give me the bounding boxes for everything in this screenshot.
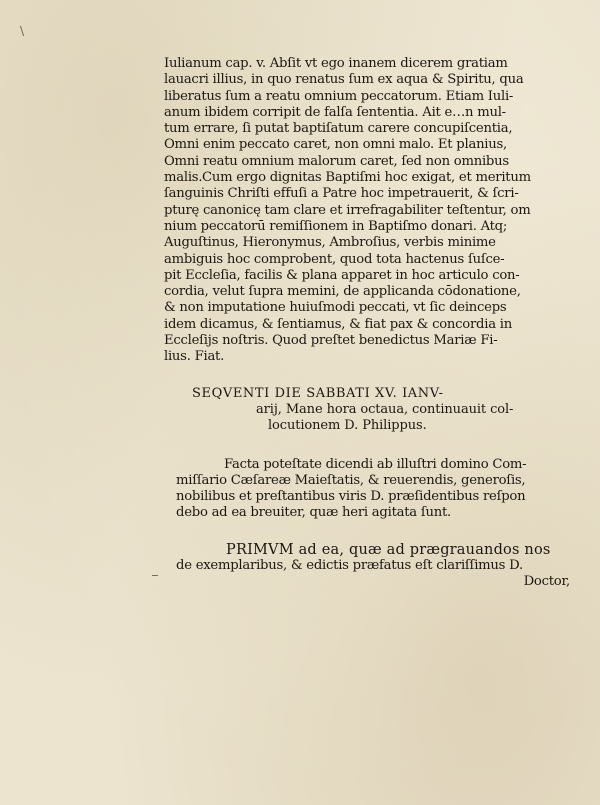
text-line: liberatus ſum a reatu omnium peccatorum. Etiam Iuli- — [164, 88, 514, 104]
paragraph-3 — [164, 457, 574, 522]
paragraph-4 — [164, 542, 574, 591]
text-line: Iulianum cap. v. Abſit vt ego inanem dicerem gratiam — [164, 56, 508, 71]
text-line: cordia, velut ſupra memini, de applicanda cōdonatione, — [164, 284, 521, 300]
heading-line: locutionem D. Philippus. — [268, 418, 427, 434]
text-line: Omni reatu omnium malorum caret, ſed non omnibus — [164, 153, 509, 169]
text-line: Omni enim peccato caret, non omni malo. Et planius, — [164, 137, 507, 153]
text-line: nium peccatorū remiſſionem in Baptiſmo donari. Atq; — [164, 218, 508, 234]
text-line: lauacri illius, in quo renatus ſum ex aqua & Spiritu, qua — [164, 72, 524, 88]
heading-line: arij, Mane hora octaua, continuauit col- — [256, 401, 514, 417]
text-line: lius. Fiat. — [164, 349, 225, 365]
text-line: & non imputatione huiuſmodi peccati, vt ſic deinceps — [164, 300, 507, 316]
text-line: nobilibus et preſtantibus viris D. præſidentibus reſpon — [176, 489, 526, 505]
text-line: PRIMVM ad ea, quæ ad prægrauandos nos — [226, 541, 551, 558]
paragraph-1 — [164, 56, 574, 186]
text-line: tum errare, ſi putat baptiſatum carere concupiſcentia, — [164, 121, 513, 137]
text-line: malis. — [164, 170, 203, 186]
section-heading — [164, 386, 574, 435]
text-line: debo ad ea breuiter, quæ heri agitata ſunt. — [176, 505, 451, 521]
heading-line: SEQVENTI DIE SABBATI XV. IANV- — [192, 385, 444, 401]
text-line: anum ibidem corripit de falſa ſententia. Ait e…n mul- — [164, 104, 506, 120]
catchword: Doctor, — [523, 574, 570, 590]
text-line: ſanguinis Chriſti effuſi a Patre hoc impetrauerit, & ſcri- — [164, 186, 519, 202]
text-line: Auguſtinus, Hieronymus, Ambroſius, verbis minime — [164, 235, 496, 251]
text-line: Facta poteſtate dicendi ab illuſtri domino Com- — [224, 456, 527, 472]
text-line: pturę canonicę tam clare et irrefragabiliter teſtentur, om — [164, 202, 531, 218]
margin-mark — [152, 575, 158, 576]
text-line: miſſario Cæſareæ Maieſtatis, & reuerendis, generoſis, — [176, 472, 526, 488]
page-text — [164, 56, 574, 591]
text-line: ambiguis hoc comprobent, quod tota hactenus ſuſce- — [164, 251, 505, 267]
paragraph-2 — [164, 170, 574, 366]
text-line: idem dicamus, & ſentiamus, & fiat pax & concordia in — [164, 316, 512, 332]
text-line: pit Eccleſia, facilis & plana apparet in hoc articulo con- — [164, 267, 520, 283]
text-line: Eccleſijs noſtris. Quod preſtet benedictus Mariæ Fi- — [164, 333, 498, 349]
text-line: de exemplaribus, & edictis præfatus eſt clariſſimus D. — [176, 558, 523, 574]
corner-mark: \ — [20, 24, 25, 38]
text-line: Cum ergo dignitas Baptiſmi hoc exigat, et meritum — [202, 170, 531, 186]
